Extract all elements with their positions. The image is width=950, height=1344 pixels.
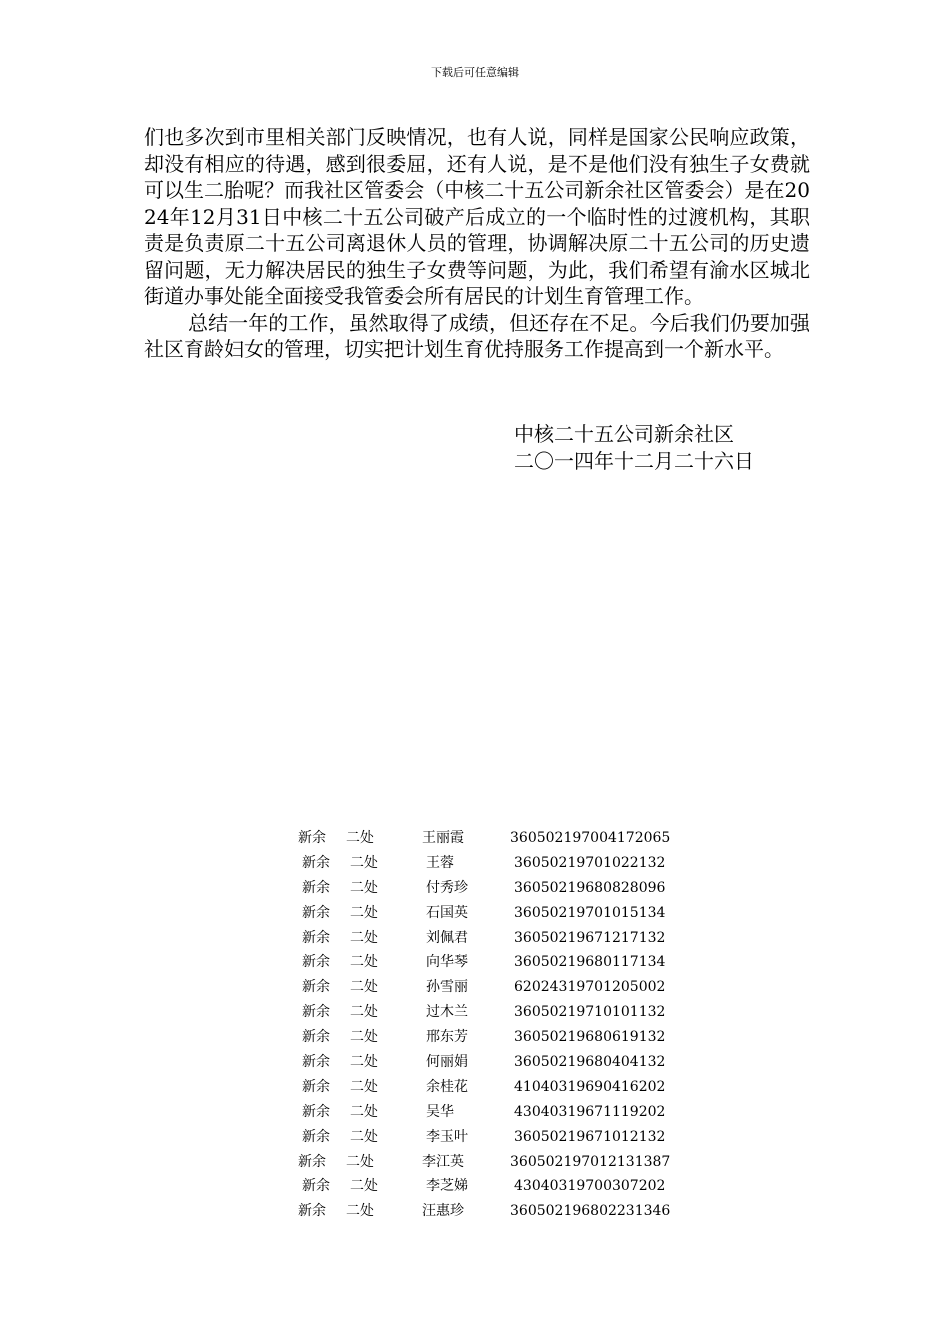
- record-name: 王蓉: [426, 854, 454, 871]
- record-id-number: 62024319701205002: [514, 979, 666, 996]
- record-name: 邢东芳: [426, 1029, 468, 1046]
- record-id-number: 43040319700307202: [514, 1178, 666, 1195]
- page-header-note: 下载后可任意编辑: [431, 66, 519, 79]
- record-branch: 二处: [350, 904, 378, 921]
- record-id-number: 36050219680404132: [514, 1054, 666, 1071]
- record-branch: 二处: [350, 1103, 378, 1120]
- record-city: 新余: [302, 1054, 330, 1071]
- record-name: 王丽霞: [422, 830, 464, 846]
- record-city: 新余: [302, 854, 330, 871]
- record-name: 汪惠珍: [422, 1203, 464, 1220]
- record-name: 李芝娣: [426, 1178, 468, 1195]
- record-row: [298, 1125, 664, 1150]
- record-name: 李江英: [422, 1153, 464, 1170]
- record-branch: 二处: [350, 1078, 378, 1095]
- record-branch: 二处: [350, 979, 378, 996]
- record-name: 吴华: [426, 1103, 454, 1120]
- record-id-number: 43040319671119202: [514, 1103, 666, 1120]
- record-id-number: 36050219701022132: [514, 854, 666, 871]
- signature-org: 中核二十五公司新余社区: [514, 422, 734, 446]
- record-id-number: 36050219680828096: [514, 879, 666, 896]
- record-name: 石国英: [426, 904, 468, 921]
- record-city: 新余: [302, 904, 330, 921]
- record-row: [298, 826, 671, 851]
- record-branch: 二处: [346, 830, 374, 846]
- record-name: 付秀珍: [426, 879, 468, 896]
- record-city: 新余: [302, 929, 330, 946]
- record-row: [298, 1025, 664, 1050]
- record-branch: 二处: [350, 1128, 378, 1145]
- record-city: 新余: [302, 954, 330, 971]
- record-id-number: 360502197012131387: [510, 1153, 671, 1170]
- record-city: 新余: [298, 830, 326, 846]
- record-branch: 二处: [350, 1178, 378, 1195]
- record-city: 新余: [302, 979, 330, 996]
- record-name: 何丽娟: [426, 1054, 468, 1071]
- record-row: [298, 975, 664, 1000]
- record-branch: 二处: [350, 879, 378, 896]
- record-name: 刘佩君: [426, 929, 468, 946]
- record-row: [298, 1199, 671, 1224]
- record-branch: 二处: [350, 1054, 378, 1071]
- record-city: 新余: [298, 1153, 326, 1170]
- record-branch: 二处: [350, 929, 378, 946]
- record-city: 新余: [298, 1203, 326, 1220]
- record-id-number: 360502197004172065: [510, 830, 671, 846]
- record-city: 新余: [302, 879, 330, 896]
- record-row: [298, 1075, 664, 1100]
- record-city: 新余: [302, 1078, 330, 1095]
- record-id-number: 36050219680619132: [514, 1029, 666, 1046]
- record-name: 李玉叶: [426, 1128, 468, 1145]
- record-row: [298, 1174, 664, 1199]
- record-row: [298, 1150, 671, 1175]
- record-row: [298, 901, 664, 926]
- record-name: 余桂花: [426, 1078, 468, 1095]
- resident-records-list: [298, 826, 671, 1224]
- record-branch: 二处: [350, 1004, 378, 1021]
- record-id-number: 36050219701015134: [514, 904, 666, 921]
- record-id-number: 36050219671012132: [514, 1128, 666, 1145]
- record-city: 新余: [302, 1004, 330, 1021]
- record-row: [298, 1000, 664, 1025]
- paragraph-continuation: 们也多次到市里相关部门反映情况，也有人说，同样是国家公民响应政策，却没有相应的待遇，感到很委屈，还有人说，是不是他们没有独生子女费就可以生二胎呢？而我社区管委会（中核二十五公司新余社区管委会）是在2024年12月31日中核二十五公司破产后成立的一个临时性的过渡机构，其职责是负责原二十五公司离退休人员的管理，协调解决原二十五公司的历史遗留问题，无力解决居民的独生子女费等问题，为此，我们希望有渝水区城北街道办事处能全面接受我管委会所有居民的计划生育管理工作。: [144, 125, 810, 308]
- record-id-number: 36050219680117134: [514, 954, 666, 971]
- record-name: 向华琴: [426, 954, 468, 971]
- record-city: 新余: [302, 1103, 330, 1120]
- record-id-number: 36050219671217132: [514, 929, 666, 946]
- record-branch: 二处: [350, 854, 378, 871]
- paragraph-summary: 总结一年的工作，虽然取得了成绩，但还存在不足。今后我们仍要加强社区育龄妇女的管理，切实把计划生育优持服务工作提高到一个新水平。: [144, 310, 810, 361]
- record-branch: 二处: [346, 1153, 374, 1170]
- record-city: 新余: [302, 1128, 330, 1145]
- record-row: [298, 950, 664, 975]
- record-name: 孙雪丽: [426, 979, 468, 996]
- record-id-number: 360502196802231346: [510, 1203, 671, 1220]
- record-branch: 二处: [350, 954, 378, 971]
- record-name: 过木兰: [426, 1004, 468, 1021]
- record-row: [298, 1050, 664, 1075]
- record-id-number: 36050219710101132: [514, 1004, 666, 1021]
- record-branch: 二处: [350, 1029, 378, 1046]
- record-id-number: 41040319690416202: [514, 1078, 666, 1095]
- report-body: [144, 124, 810, 363]
- record-row: [298, 926, 664, 951]
- record-row: [298, 851, 664, 876]
- record-branch: 二处: [346, 1203, 374, 1220]
- record-city: 新余: [302, 1029, 330, 1046]
- record-row: [298, 1100, 664, 1125]
- signature-block: [514, 421, 754, 474]
- record-city: 新余: [302, 1178, 330, 1195]
- signature-date: 二〇一四年十二月二十六日: [514, 448, 754, 473]
- record-row: [298, 876, 664, 901]
